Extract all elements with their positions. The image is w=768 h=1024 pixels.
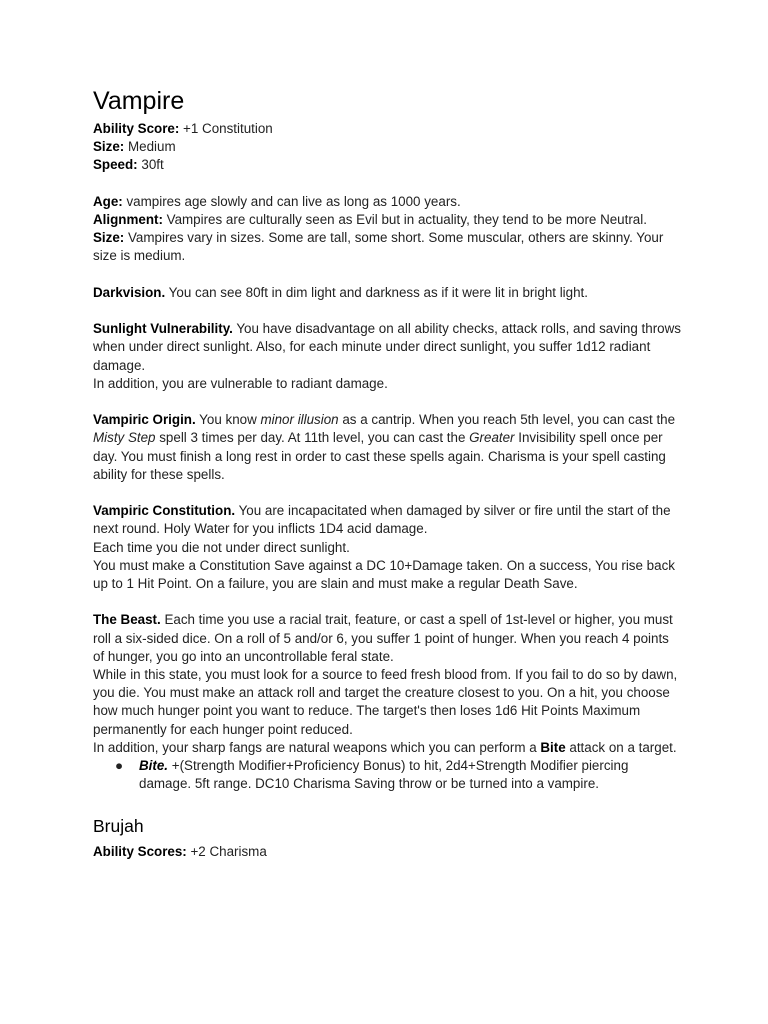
origin-spell-minor-illusion: minor illusion [260,412,339,428]
darkvision-label: Darkvision. [93,284,166,300]
origin-text-e: spell 3 times per day. At 11th level, you can cast the [155,430,470,446]
vampiric-constitution-paragraph-3: You must make a Constitution Save against a DC 10+Damage taken. On a success, You rise back up to 1 Hit Point. On a failure, you are slain and must make a regular Death Save. [93,557,675,591]
vampiric-origin-paragraph [93,411,683,484]
sunlight-label: Sunlight Vulnerability. [93,321,233,337]
beast-text-a: In addition, your sharp fangs are natural weapons which you can perform a [93,739,541,755]
alignment-label: Alignment: [93,212,163,227]
size-detail-value: Vampires vary in sizes. Some are tall, some short. Some muscular, others are skinny. Your size is medium. [93,230,664,264]
origin-spell-greater: Greater [469,430,515,446]
bullet-icon: ● [115,758,124,774]
sunlight-paragraph [93,320,683,375]
speed-value: 30ft [137,157,164,173]
origin-text-a: You know [195,412,261,428]
brujah-ability-label: Ability Scores: [93,844,187,860]
the-beast-label: The Beast. [93,612,161,628]
origin-text-g: Invisibility spell once per day. You must finish a long rest in order to cast these spells again. Charisma is your spell casting ability for these spells. [93,430,666,482]
vampiric-origin-label: Vampiric Origin. [93,412,196,428]
bite-bullet-item [115,757,683,793]
the-beast-paragraph [93,611,683,666]
speed-line [93,156,683,174]
ability-score-value: +1 Constitution [179,121,273,136]
beast-bite-keyword: Bite [540,739,566,755]
size-detail-paragraph [93,229,683,265]
the-beast-paragraph-3 [93,739,683,757]
darkvision-value: You can see 80ft in dim light and darkness as if it were lit in bright light. [165,284,588,300]
ability-score-label: Ability Score: [93,121,180,136]
size-line [93,138,683,156]
sunlight-paragraph-2: In addition, you are vulnerable to radiant damage. [93,375,388,391]
size-detail-label: Size: [93,230,125,246]
darkvision-paragraph [93,284,683,302]
bite-label: Bite. [139,758,169,774]
sunlight-value: You have disadvantage on all ability checks, attack rolls, and saving throws when under direct sunlight. Also, for each minute under direct sunlight, you suffer 1d12 radiant damage. [93,321,681,373]
bite-bullet-text [139,757,683,793]
origin-spell-misty-step: Misty Step [93,430,156,446]
the-beast-value: Each time you use a racial trait, feature, or cast a spell of 1st-level or higher, you must roll a six-sided dice. On a roll of 5 and/or 6, you suffer 1 point of hunger. When you reach 4 points of hunger, you go into an uncontrollable feral state. [93,612,673,664]
alignment-paragraph [93,211,683,229]
speed-label: Speed: [93,157,138,173]
brujah-ability-value: +2 Charisma [186,844,267,860]
document-page [93,86,683,862]
ability-score-line [93,120,683,138]
origin-text-c: as a cantrip. When you reach 5th level, you can cast the [338,412,676,428]
vampiric-constitution-value: You are incapacitated when damaged by silver or fire until the start of the next round. Holy Water for you inflicts 1D4 acid damage. [93,503,671,537]
age-label: Age: [93,193,123,209]
bite-value: +(Strength Modifier+Proficiency Bonus) to hit, 2d4+Strength Modifier piercing damage. 5ft range. DC10 Charisma Saving throw or be turned into a vampire. [139,758,629,792]
brujah-ability-line [93,843,683,861]
vampiric-constitution-paragraph-2: Each time you die not under direct sunlight. [93,539,350,555]
size-value: Medium [124,139,176,155]
size-label: Size: [93,139,125,155]
age-paragraph [93,193,683,211]
beast-text-c: attack on a target. [565,739,677,755]
vampiric-constitution-paragraph [93,502,683,538]
age-value: vampires age slowly and can live as long as 1000 years. [122,193,461,209]
section-title-brujah: Brujah [93,816,144,837]
page-title: Vampire [93,87,185,115]
alignment-value: Vampires are culturally seen as Evil but in actuality, they tend to be more Neutral. [162,212,647,227]
vampiric-constitution-label: Vampiric Constitution. [93,503,236,519]
the-beast-paragraph-2: While in this state, you must look for a source to feed fresh blood from. If you fail to do so by dawn, you die. You must make an attack roll and target the creature closest to you. On a hit, you choose how much hunger point you want to reduce. The target's then loses 1d6 Hit Points Maximum permanently for each hunger point reduced. [93,667,678,737]
